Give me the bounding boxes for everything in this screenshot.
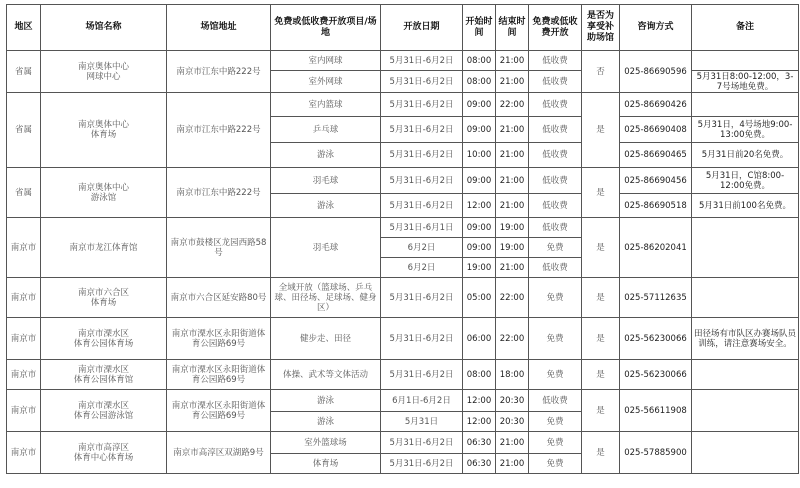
start-time-cell: 06:30 xyxy=(463,454,496,474)
start-time-cell: 05:00 xyxy=(463,278,496,318)
end-time-cell: 21:00 xyxy=(496,117,529,143)
fee-cell: 低收费 xyxy=(529,390,582,412)
contact-cell: 025-56611908 xyxy=(620,390,692,432)
contact-cell: 025-86202041 xyxy=(620,218,692,278)
remark-cell xyxy=(692,390,799,432)
project-cell: 室内网球 xyxy=(271,51,381,71)
table-row xyxy=(7,168,799,194)
date-cell: 5月31日-6月2日 xyxy=(381,143,463,168)
end-time-cell: 22:00 xyxy=(496,318,529,360)
end-time-cell: 21:00 xyxy=(496,168,529,194)
remark-cell xyxy=(692,278,799,318)
start-time-cell: 06:00 xyxy=(463,318,496,360)
subsidized-cell: 是 xyxy=(582,218,620,278)
address-cell: 南京市江东中路222号 xyxy=(167,51,271,93)
region-cell: 南京市 xyxy=(7,318,41,360)
subsidized-cell: 是 xyxy=(582,360,620,390)
table-row xyxy=(7,93,799,117)
contact-cell: 025-57885900 xyxy=(620,432,692,474)
fee-cell: 低收费 xyxy=(529,194,582,218)
address-cell: 南京市鼓楼区龙园西路58号 xyxy=(167,218,271,278)
venue-name-cell: 南京市溧水区 体育公园游泳馆 xyxy=(41,390,167,432)
start-time-cell: 12:00 xyxy=(463,390,496,412)
table-header-row xyxy=(7,5,799,51)
address-cell: 南京市溧水区永阳街道体育公园路69号 xyxy=(167,390,271,432)
remark-cell: 田径场有市队区办赛场队员训练，请注意赛场安全。 xyxy=(692,318,799,360)
table-row xyxy=(7,218,799,238)
contact-cell: 025-86690408 xyxy=(620,117,692,143)
table-row xyxy=(7,51,799,71)
contact-cell: 025-57112635 xyxy=(620,278,692,318)
remark-cell: 5月31日8:00-12:00，3-7号场地免费。 xyxy=(692,71,799,93)
contact-cell: 025-86690426 xyxy=(620,93,692,117)
date-cell: 6月2日 xyxy=(381,238,463,258)
venue-name-cell: 南京奥体中心 游泳馆 xyxy=(41,168,167,218)
fee-cell: 低收费 xyxy=(529,93,582,117)
region-cell: 南京市 xyxy=(7,432,41,474)
remark-cell xyxy=(692,360,799,390)
venue-name-cell: 南京市龙江体育馆 xyxy=(41,218,167,278)
header-region: 地区 xyxy=(7,5,41,51)
date-cell: 5月31日-6月2日 xyxy=(381,194,463,218)
end-time-cell: 21:00 xyxy=(496,51,529,71)
venue-name-cell: 南京市溧水区 体育公园体育场 xyxy=(41,318,167,360)
start-time-cell: 08:00 xyxy=(463,360,496,390)
date-cell: 5月31日-6月2日 xyxy=(381,71,463,93)
remark-cell: 5月31日前20名免费。 xyxy=(692,143,799,168)
table-row xyxy=(7,432,799,454)
date-cell: 5月31日-6月1日 xyxy=(381,218,463,238)
remark-cell xyxy=(692,432,799,474)
table-row xyxy=(7,318,799,360)
region-cell: 省属 xyxy=(7,168,41,218)
date-cell: 5月31日-6月2日 xyxy=(381,432,463,454)
subsidized-cell: 是 xyxy=(582,318,620,360)
header-project: 免费或低收费开放项目/场地 xyxy=(271,5,381,51)
header-end-time: 结束时间 xyxy=(496,5,529,51)
fee-cell: 低收费 xyxy=(529,218,582,238)
project-cell: 游泳 xyxy=(271,194,381,218)
fee-cell: 低收费 xyxy=(529,258,582,278)
region-cell: 南京市 xyxy=(7,278,41,318)
region-cell: 南京市 xyxy=(7,360,41,390)
venue-name-cell: 南京市溧水区 体育公园体育馆 xyxy=(41,360,167,390)
end-time-cell: 21:00 xyxy=(496,194,529,218)
end-time-cell: 18:00 xyxy=(496,360,529,390)
start-time-cell: 10:00 xyxy=(463,143,496,168)
date-cell: 5月31日-6月2日 xyxy=(381,278,463,318)
end-time-cell: 21:00 xyxy=(496,432,529,454)
fee-cell: 免费 xyxy=(529,454,582,474)
fee-cell: 免费 xyxy=(529,278,582,318)
header-fee-type: 免费或低收费开放 xyxy=(529,5,582,51)
end-time-cell: 20:30 xyxy=(496,390,529,412)
address-cell: 南京市江东中路222号 xyxy=(167,168,271,218)
start-time-cell: 12:00 xyxy=(463,194,496,218)
start-time-cell: 09:00 xyxy=(463,117,496,143)
end-time-cell: 20:30 xyxy=(496,412,529,432)
project-cell: 室外网球 xyxy=(271,71,381,93)
project-cell: 室内篮球 xyxy=(271,93,381,117)
venue-name-cell: 南京奥体中心 网球中心 xyxy=(41,51,167,93)
venue-name-cell: 南京市高淳区 体育中心体育场 xyxy=(41,432,167,474)
region-cell: 省属 xyxy=(7,51,41,93)
remark-cell: 5月31日前100名免费。 xyxy=(692,194,799,218)
remark-cell xyxy=(692,51,799,71)
date-cell: 5月31日-6月2日 xyxy=(381,318,463,360)
fee-cell: 低收费 xyxy=(529,51,582,71)
date-cell: 6月1日-6月2日 xyxy=(381,390,463,412)
date-cell: 5月31日-6月2日 xyxy=(381,51,463,71)
end-time-cell: 21:00 xyxy=(496,454,529,474)
header-remark: 备注 xyxy=(692,5,799,51)
fee-cell: 低收费 xyxy=(529,168,582,194)
start-time-cell: 06:30 xyxy=(463,432,496,454)
subsidized-cell: 是 xyxy=(582,278,620,318)
date-cell: 5月31日-6月2日 xyxy=(381,360,463,390)
project-cell: 羽毛球 xyxy=(271,218,381,278)
project-cell: 游泳 xyxy=(271,390,381,412)
project-cell: 乒乓球 xyxy=(271,117,381,143)
region-cell: 南京市 xyxy=(7,218,41,278)
project-cell: 健步走、田径 xyxy=(271,318,381,360)
project-cell: 全域开放（篮球场、乒乓球、田径场、足球场、健身区） xyxy=(271,278,381,318)
contact-cell: 025-56230066 xyxy=(620,318,692,360)
end-time-cell: 21:00 xyxy=(496,258,529,278)
date-cell: 5月31日-6月2日 xyxy=(381,168,463,194)
table-row xyxy=(7,360,799,390)
start-time-cell: 09:00 xyxy=(463,238,496,258)
start-time-cell: 08:00 xyxy=(463,71,496,93)
start-time-cell: 09:00 xyxy=(463,218,496,238)
contact-cell: 025-86690456 xyxy=(620,168,692,194)
start-time-cell: 09:00 xyxy=(463,168,496,194)
subsidized-cell: 是 xyxy=(582,93,620,168)
end-time-cell: 19:00 xyxy=(496,218,529,238)
address-cell: 南京市溧水区永阳街道体育公园路69号 xyxy=(167,318,271,360)
subsidized-cell: 否 xyxy=(582,51,620,93)
fee-cell: 低收费 xyxy=(529,143,582,168)
header-open-date: 开放日期 xyxy=(381,5,463,51)
project-cell: 室外篮球场 xyxy=(271,432,381,454)
start-time-cell: 08:00 xyxy=(463,51,496,71)
date-cell: 5月31日-6月2日 xyxy=(381,117,463,143)
start-time-cell: 12:00 xyxy=(463,412,496,432)
end-time-cell: 19:00 xyxy=(496,238,529,258)
contact-cell: 025-86690518 xyxy=(620,194,692,218)
address-cell: 南京市六合区延安路80号 xyxy=(167,278,271,318)
date-cell: 5月31日-6月2日 xyxy=(381,454,463,474)
project-cell: 体操、武术等文体活动 xyxy=(271,360,381,390)
table-row xyxy=(7,390,799,412)
subsidized-cell: 是 xyxy=(582,168,620,218)
header-start-time: 开始时间 xyxy=(463,5,496,51)
end-time-cell: 21:00 xyxy=(496,71,529,93)
header-subsidized: 是否为享受补助场馆 xyxy=(582,5,620,51)
date-cell: 6月2日 xyxy=(381,258,463,278)
contact-cell: 025-86690596 xyxy=(620,51,692,93)
end-time-cell: 21:00 xyxy=(496,143,529,168)
fee-cell: 免费 xyxy=(529,238,582,258)
contact-cell: 025-56230066 xyxy=(620,360,692,390)
fee-cell: 低收费 xyxy=(529,71,582,93)
remark-cell xyxy=(692,93,799,117)
contact-cell: 025-86690465 xyxy=(620,143,692,168)
address-cell: 南京市高淳区双湖路9号 xyxy=(167,432,271,474)
project-cell: 游泳 xyxy=(271,143,381,168)
date-cell: 5月31日-6月2日 xyxy=(381,93,463,117)
address-cell: 南京市溧水区永阳街道体育公园路69号 xyxy=(167,360,271,390)
region-cell: 南京市 xyxy=(7,390,41,432)
remark-cell xyxy=(692,218,799,278)
start-time-cell: 09:00 xyxy=(463,93,496,117)
date-cell: 5月31日 xyxy=(381,412,463,432)
fee-cell: 低收费 xyxy=(529,117,582,143)
fee-cell: 免费 xyxy=(529,412,582,432)
header-address: 场馆地址 xyxy=(167,5,271,51)
region-cell: 省属 xyxy=(7,93,41,168)
address-cell: 南京市江东中路222号 xyxy=(167,93,271,168)
table-row xyxy=(7,278,799,318)
fee-cell: 免费 xyxy=(529,318,582,360)
venue-name-cell: 南京奥体中心 体育场 xyxy=(41,93,167,168)
project-cell: 羽毛球 xyxy=(271,168,381,194)
header-venue-name: 场馆名称 xyxy=(41,5,167,51)
end-time-cell: 22:00 xyxy=(496,93,529,117)
subsidized-cell: 是 xyxy=(582,390,620,432)
remark-cell: 5月31日，C馆8:00-12:00免费。 xyxy=(692,168,799,194)
start-time-cell: 19:00 xyxy=(463,258,496,278)
project-cell: 游泳 xyxy=(271,412,381,432)
remark-cell: 5月31日，4号场地9:00-13:00免费。 xyxy=(692,117,799,143)
end-time-cell: 22:00 xyxy=(496,278,529,318)
venue-name-cell: 南京市六合区 体育场 xyxy=(41,278,167,318)
fee-cell: 免费 xyxy=(529,432,582,454)
header-contact: 咨询方式 xyxy=(620,5,692,51)
project-cell: 体育场 xyxy=(271,454,381,474)
fee-cell: 免费 xyxy=(529,360,582,390)
venue-table xyxy=(6,4,799,474)
subsidized-cell: 是 xyxy=(582,432,620,474)
